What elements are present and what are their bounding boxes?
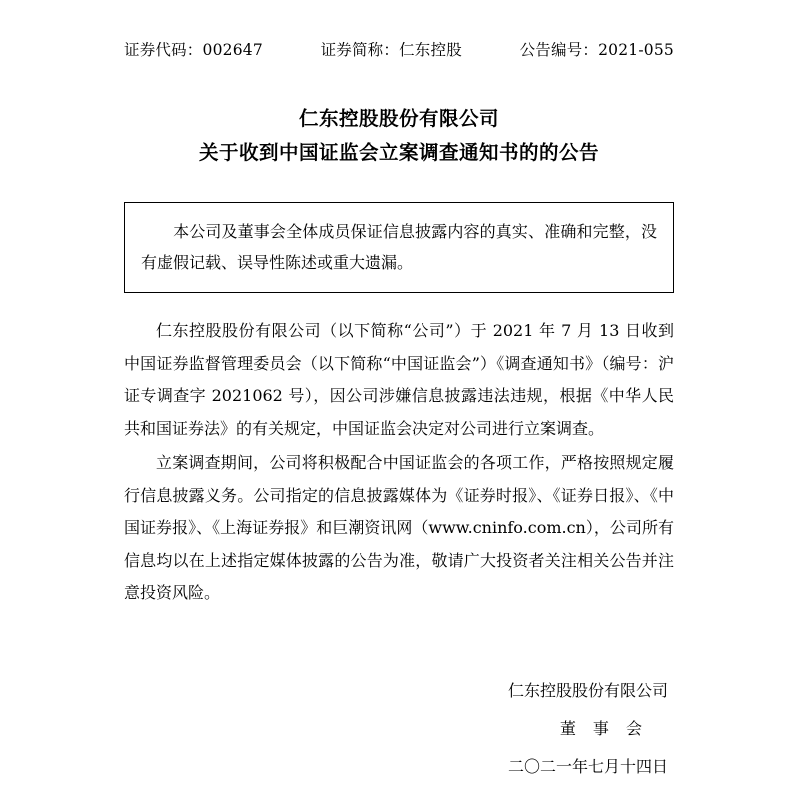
announcement-number [520,38,674,60]
announcement-number-label: 公告编号： [519,41,599,59]
signature-board: 董 事 会 [559,718,648,738]
title-line-company: 仁东控股股份有限公司 [298,107,499,130]
announcement-number-value: 2021-055 [598,41,674,59]
signature-company: 仁东控股股份有限公司 [507,680,668,700]
security-code-label: 证券代码： [124,41,203,59]
title-line-subject: 关于收到中国证监会立案调查通知书的的公告 [198,141,599,164]
body-paragraph: 立案调查期间，公司将积极配合中国证监会的各项工作，严格按照规定履行信息披露义务。公司指定的信息披露媒体为《证券时报》、《证券日报》、《中国证券报》、《上海证券报》和巨潮资讯网（www.cninfo.com.cn），公司所有信息均以在上述指定媒体披露的公告为准，敬请广大投资者关注相关公告并注意投资风险。 [124,453,674,602]
disclaimer-box [124,202,674,293]
security-code-value: 002647 [202,41,263,59]
body-content [124,315,674,610]
page-title [124,102,674,170]
document-header [124,38,674,60]
disclaimer-text: 本公司及董事会全体成员保证信息披露内容的真实、准确和完整，没有虚假记载、误导性陈述或重大遗漏。 [141,222,657,272]
signature-block [124,672,674,786]
signature-date: 二〇二一年七月十四日 [507,756,668,776]
body-paragraph: 仁东控股股份有限公司（以下简称“公司”）于 2021 年 7 月 13 日收到中国证券监督管理委员会（以下简称“中国证监会”）《调查通知书》（编号：沪证专调查字 2021062 号），因公司涉嫌信息披露违法违规，根据《中华人民共和国证券法》的有关规定，中国证监会决定对公司进行立案调查。 [124,321,674,438]
security-abbreviation-label: 证券简称： [320,41,400,59]
security-abbreviation [321,38,462,60]
security-abbreviation-value: 仁东控股 [399,41,462,59]
security-code [124,38,263,60]
